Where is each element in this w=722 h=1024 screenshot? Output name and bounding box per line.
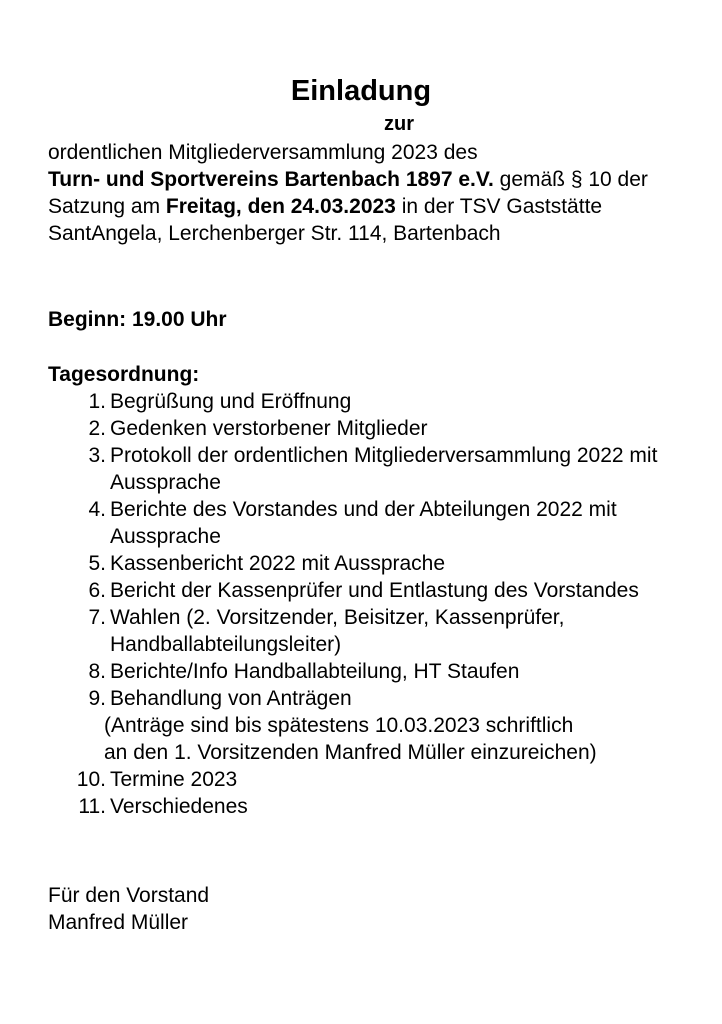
agenda-item-text: Kassenbericht 2022 mit Aussprache: [110, 552, 446, 575]
agenda-item: [64, 658, 684, 685]
closing-block: [48, 882, 209, 936]
agenda-item-number: 4.: [88, 498, 106, 521]
intro-paragraph: [48, 139, 688, 247]
intro-text-2: gemäß § 10 der Satzung am: [48, 168, 648, 218]
intro-text-1: ordentlichen Mitgliederversammlung 2023 des: [48, 141, 478, 164]
closing-line: Für den Vorstand: [48, 884, 210, 907]
agenda-note: [64, 712, 684, 766]
agenda-item-text: Verschiedenes: [110, 795, 248, 818]
signatory-name: Manfred Müller: [48, 911, 189, 934]
agenda-item-number: 2.: [88, 417, 106, 440]
agenda-item-text: Behandlung von Anträgen: [110, 687, 352, 710]
agenda-item: [64, 685, 684, 712]
agenda-note-line-2: an den 1. Vorsitzenden Manfred Müller einzureichen): [104, 741, 597, 764]
agenda-item: [64, 496, 684, 550]
document-subtitle: zur: [384, 113, 414, 135]
agenda-item: [64, 793, 684, 820]
agenda-item-text: Protokoll der ordentlichen Mitgliederversammlung 2022 mit Aussprache: [110, 444, 658, 494]
agenda-item: [64, 550, 684, 577]
agenda-item-number: 9.: [88, 687, 106, 710]
agenda-item: [64, 604, 684, 658]
meeting-date: Freitag, den 24.03.2023: [165, 195, 396, 218]
agenda-item-text: Begrüßung und Eröffnung: [110, 390, 352, 413]
agenda-item-number: 1.: [88, 390, 106, 413]
agenda-item-number: 11.: [78, 795, 106, 818]
agenda-item: [64, 442, 684, 496]
agenda-item-text: Gedenken verstorbener Mitglieder: [110, 417, 428, 440]
agenda-item-text: Wahlen (2. Vorsitzender, Beisitzer, Kassenprüfer, Handballabteilungsleiter): [110, 606, 565, 656]
intro-text-3: in der TSV Gaststätte SantAngela, Lerchenberger Str. 114, Bartenbach: [48, 195, 603, 245]
agenda-item-text: Berichte/Info Handballabteilung, HT Staufen: [110, 660, 520, 683]
agenda-item-number: 5.: [88, 552, 106, 575]
agenda-heading: Tagesordnung:: [48, 363, 200, 386]
agenda-note-line-1: (Anträge sind bis spätestens 10.03.2023 schriftlich: [104, 714, 574, 737]
agenda-item-number: 10.: [76, 768, 106, 791]
agenda-item-number: 3.: [88, 444, 106, 467]
agenda-item: [64, 577, 684, 604]
agenda-item-number: 6.: [88, 579, 106, 602]
agenda-item-text: Berichte des Vorstandes und der Abteilungen 2022 mit Aussprache: [110, 498, 617, 548]
agenda-item-number: 7.: [88, 606, 106, 629]
document-title: Einladung: [290, 75, 432, 107]
club-name: Turn- und Sportvereins Bartenbach 1897 e.V.: [48, 168, 494, 191]
agenda-item: [64, 766, 684, 793]
agenda-item-number: 8.: [88, 660, 106, 683]
start-time: Beginn: 19.00 Uhr: [48, 308, 227, 331]
agenda-item: [64, 388, 684, 415]
agenda-item: [64, 415, 684, 442]
agenda-item-text: Termine 2023: [110, 768, 238, 791]
agenda-list: [64, 388, 684, 820]
agenda-item-text: Bericht der Kassenprüfer und Entlastung des Vorstandes: [110, 579, 639, 602]
